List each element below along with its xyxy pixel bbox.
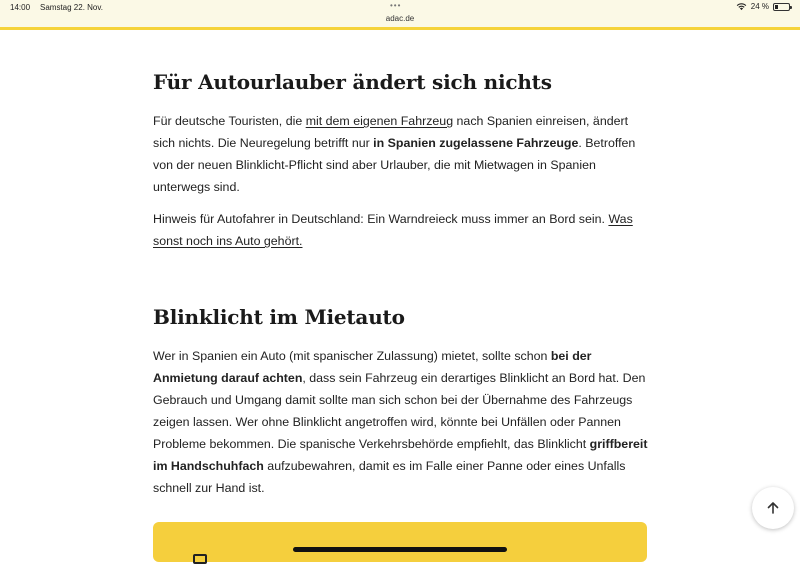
home-indicator[interactable] (293, 547, 507, 552)
paragraph (153, 208, 648, 252)
text: Hinweis für Autofahrer in Deutschland: Ein Warndreieck muss immer an Bord sein. (153, 212, 609, 226)
link-eigenes-fahrzeug[interactable]: mit dem eigenen Fahrzeug (305, 114, 454, 128)
multitasking-dots[interactable]: ••• (390, 1, 402, 10)
text: aufzubewahren, damit es im Falle einer Panne oder eines Unfalls schnell zur Hand ist. (153, 459, 626, 495)
status-date: Samstag 22. Nov. (40, 3, 103, 12)
status-time: 14:00 (10, 3, 31, 12)
battery-percent: 24 % (750, 2, 769, 11)
bold-text: griffbereit im Handschuhfach (153, 437, 648, 473)
article-content (153, 70, 648, 499)
status-right (736, 2, 790, 11)
wifi-icon (736, 2, 747, 11)
battery-icon (773, 3, 790, 11)
bold-text: in Spanien zugelassene Fahrzeuge (373, 136, 579, 150)
paragraph (153, 110, 648, 198)
link-was-ins-auto[interactable]: Was sonst noch ins Auto gehört. (153, 212, 633, 248)
info-box (153, 522, 647, 562)
section-heading: Blinklicht im Mietauto (153, 305, 405, 329)
address-bar[interactable]: adac.de (385, 14, 415, 23)
text: Für deutsche Touristen, die (153, 114, 306, 128)
paragraph (153, 345, 648, 499)
arrow-up-icon (766, 501, 780, 515)
section-heading: Für Autourlauber ändert sich nichts (153, 70, 552, 94)
text: . Betroffen von der neuen Blinklicht-Pflicht sind aber Urlauber, die mit Mietwagen in Spanien unterwegs sind. (153, 136, 636, 194)
status-bar (0, 0, 800, 30)
text: Wer in Spanien ein Auto (mit spanischer Zulassung) mietet, sollte schon (153, 349, 551, 363)
text: nach Spanien einreisen, ändert sich nichts. Die Neuregelung betrifft nur (153, 114, 629, 150)
text: , dass sein Fahrzeug ein derartiges Blinklicht an Bord hat. Den Gebrauch und Umgang damit sollte man sich schon bei der Übernahme des Fahrzeugs zeigen lassen. Wer ohne Blinklicht angetroffen wird, könnte bei Unfällen oder Pannen Probleme bekommen. Die spanische Verkehrsbehörde empfiehlt, das Blinklicht (153, 371, 646, 451)
scroll-to-top-button[interactable] (752, 487, 794, 529)
bold-text: bei der Anmietung darauf achten (153, 349, 592, 385)
